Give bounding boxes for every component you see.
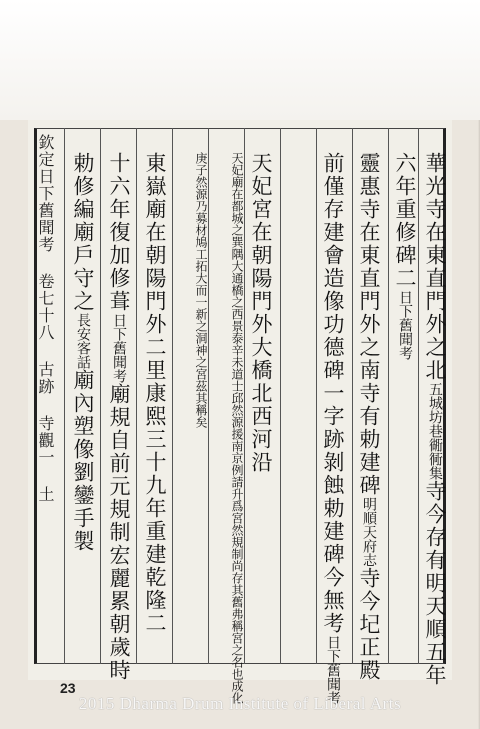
column-rule: [418, 128, 419, 664]
annotation: 日下舊聞考: [325, 635, 341, 705]
annotation: 日下舊聞考: [397, 290, 413, 360]
text-column-1: [422, 152, 448, 687]
column-rule: [136, 128, 137, 664]
annotation: 庚子然源乃募材鳩工拓大而一新之洞神之宮茲其稱矣: [194, 152, 208, 428]
text-column-3: [356, 152, 382, 682]
column-rule: [208, 128, 209, 664]
annotation: 長安客話: [75, 313, 91, 369]
text-column-10: [106, 152, 132, 682]
annotation: 五城坊巷衚衕集: [427, 382, 443, 480]
text-column-2: [392, 152, 418, 662]
text-column-6: [248, 152, 274, 662]
annotation: 明順天府志: [361, 497, 377, 567]
column-rule: [100, 128, 101, 664]
main-text: 十六年復加修葺: [107, 152, 131, 313]
column-rule: [64, 128, 65, 664]
main-text: 康熙三十九年重建乾隆二: [143, 382, 167, 635]
main-text: 前僅存建會造像功德碑一字跡剝蝕勅建碑今無考: [321, 152, 345, 635]
annotation: 天妃廟在都城之巽隅大通橋之西景泰辛未道士邱然源援南京例請升爲宮然規制尚存其舊弗稱宮之名也成化: [230, 152, 244, 704]
top-bleed: [0, 0, 480, 120]
main-text: 六年重修碑二: [393, 152, 417, 290]
main-text: 廟內塑像劉鑾手製: [71, 369, 95, 553]
folio-number: 23: [60, 680, 76, 696]
main-text: 勅修編廟戶守之: [71, 152, 95, 313]
main-text: 天妃宮在朝陽門外大橋北西河沿: [249, 152, 273, 474]
text-column-4: [320, 152, 346, 705]
text-column-7: [214, 152, 244, 704]
text-column-5: [284, 152, 310, 662]
text-column-9: [142, 152, 168, 662]
text-column-11: [70, 152, 96, 662]
margin-header: 欽定日下舊聞考 卷七十八 古跡 寺觀一 土: [36, 134, 55, 503]
annotation: 日下舊聞考: [111, 313, 127, 383]
main-text: 靈惠寺在東直門外之南寺有勅建碑: [357, 152, 381, 497]
column-rule: [280, 128, 281, 664]
main-text: 華光寺在東直門外之北: [423, 152, 447, 382]
text-column-8: [178, 152, 208, 662]
column-rule: [316, 128, 317, 664]
main-text: 廟規自前元規制宏麗累朝歲時: [107, 383, 131, 682]
main-text: 寺今存有明天順五年: [423, 480, 447, 687]
column-rule: [172, 128, 173, 664]
column-rule: [244, 128, 245, 664]
main-text: 東嶽廟在朝陽門外二里: [143, 152, 167, 382]
column-rule: [352, 128, 353, 664]
main-text: 寺今圮正殿: [357, 567, 381, 682]
column-rule: [388, 128, 389, 664]
watermark: 2015 Dharma Drum Institute of Liberal Arts: [78, 694, 402, 713]
